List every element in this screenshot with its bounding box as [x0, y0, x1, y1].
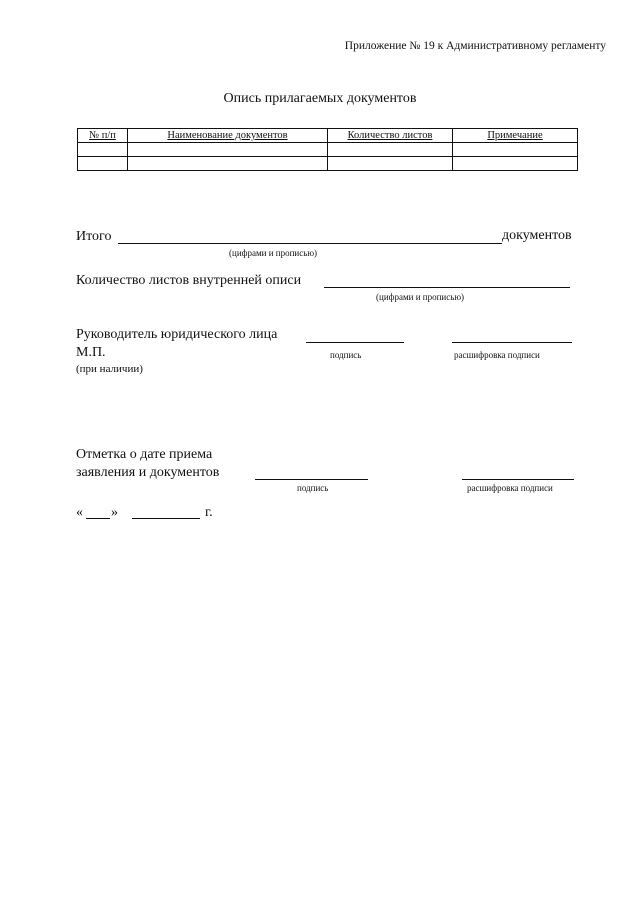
head-label: Руководитель юридического лица	[76, 327, 278, 342]
stamp-label: М.П.	[76, 345, 106, 360]
total-suffix: документов	[502, 228, 572, 243]
total-field-line[interactable]	[118, 243, 502, 244]
total-hint: (цифрами и прописью)	[229, 248, 318, 258]
total-label: Итого	[76, 229, 112, 244]
table-row	[78, 143, 578, 157]
stamp-note: (при наличии)	[76, 363, 143, 375]
date-year-suffix: г.	[205, 505, 213, 520]
table-cell[interactable]	[328, 143, 453, 157]
table-header-row	[78, 129, 578, 143]
head-decode-line[interactable]	[452, 342, 572, 343]
table-cell[interactable]	[453, 143, 578, 157]
head-signature-hint: подпись	[330, 350, 362, 360]
column-header: Количество листов	[328, 129, 453, 143]
head-decode-hint: расшифровка подписи	[454, 350, 540, 360]
receipt-signature-hint: подпись	[297, 483, 329, 493]
inner-sheets-hint: (цифрами и прописью)	[376, 292, 465, 302]
table-cell[interactable]	[328, 157, 453, 171]
table-row	[78, 157, 578, 171]
date-month-line[interactable]	[132, 518, 200, 519]
inner-sheets-field-line[interactable]	[324, 287, 570, 288]
date-day-line[interactable]	[86, 518, 110, 519]
receipt-decode-hint: расшифровка подписи	[467, 483, 553, 493]
receipt-signature-line[interactable]	[255, 479, 368, 480]
receipt-decode-line[interactable]	[462, 479, 574, 480]
date-close-quote: »	[111, 505, 118, 520]
column-header: № п/п	[78, 129, 128, 143]
appendix-header: Приложение № 19 к Административному регламенту	[344, 40, 606, 52]
receipt-label-line1: Отметка о дате приема	[76, 447, 213, 462]
table-cell[interactable]	[128, 143, 328, 157]
page-title: Опись прилагаемых документов	[223, 91, 417, 106]
table-cell[interactable]	[128, 157, 328, 171]
table-cell[interactable]	[78, 143, 128, 157]
head-signature-line[interactable]	[306, 342, 404, 343]
table-cell[interactable]	[453, 157, 578, 171]
documents-table	[77, 128, 578, 171]
column-header: Наименование документов	[128, 129, 328, 143]
inner-sheets-label: Количество листов внутренней описи	[76, 273, 302, 288]
receipt-label-line2: заявления и документов	[76, 465, 220, 480]
table-cell[interactable]	[78, 157, 128, 171]
date-open-quote: «	[76, 505, 83, 520]
column-header: Примечание	[453, 129, 578, 143]
